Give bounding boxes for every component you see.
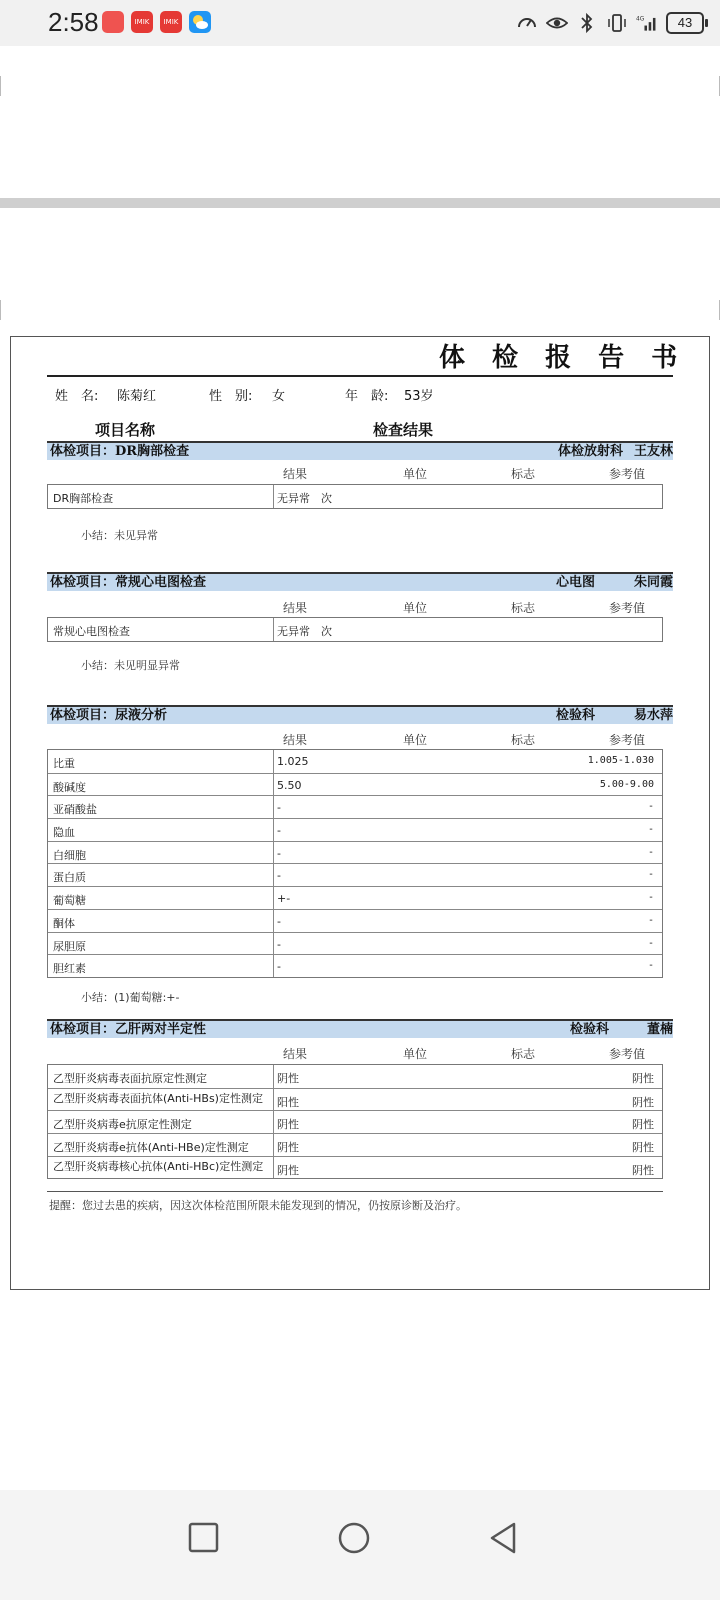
results-table-dr-chest [47,484,663,509]
table-row: 亚硝酸盐 - - [48,795,662,818]
section-title: 体检项目：常规心电图检查 [50,575,207,590]
battery-indicator: 43 [666,12,704,34]
clock: 2:58 [48,7,99,37]
home-button[interactable] [336,1520,372,1556]
section-department: 检验科 [569,1022,609,1037]
medical-report-document [10,336,710,1290]
column-heading-result: 检查结果 [373,421,434,439]
table-row: 比重 1.025 1.005-1.030 [48,750,662,773]
section-summary: 小结：未见异常 [81,529,158,542]
table-row: 乙型肝炎病毒表面抗体(Anti-HBs)定性测定 阳性 阴性 [48,1088,662,1111]
table-row: 乙型肝炎病毒e抗原定性测定 阴性 阴性 [48,1110,662,1133]
section-summary: 小结：未见明显异常 [81,659,180,672]
section-bar-hepatitis-b [47,1019,673,1038]
patient-info [55,385,655,405]
footnote: 提醒：您过去患的疾病，因这次体检范围所限未能发现到的情况，仍按原诊断及治疗。 [49,1199,467,1212]
section-doctor: 朱同霞 [633,575,673,590]
table-row: 乙型肝炎病毒表面抗原定性测定 阴性 阴性 [48,1065,662,1088]
report-title: 体 检 报 告 书 [439,343,687,373]
section-department: 体检放射科 [557,444,623,459]
triangle-back-icon [486,1520,522,1556]
column-heading-item: 项目名称 [95,421,156,439]
age-label: 年 龄: [345,389,389,404]
results-table-hepatitis-b [47,1064,663,1179]
table-header: 结果 单位 标志 参考值 [283,467,646,481]
section-department: 检验科 [555,708,595,723]
table-row: 酸碱度 5.50 5.00-9.00 [48,773,662,796]
table-header: 结果 单位 标志 参考值 [283,601,646,615]
footnote-rule [47,1191,663,1192]
table-row: 胆红素 - - [48,954,662,977]
status-bar [0,0,720,46]
previous-page [0,46,720,198]
eye-icon [546,12,568,34]
table-row: 乙型肝炎病毒核心抗体(Anti-HBc)定性测定 阴性 阴性 [48,1156,662,1179]
results-table-ecg [47,617,663,642]
signal-4g-icon [636,12,658,34]
section-title: 体检项目：尿液分析 [50,708,168,723]
square-icon [186,1520,222,1556]
results-table-urinalysis [47,749,663,978]
section-doctor: 王友林 [633,444,673,459]
section-bar-urinalysis [47,705,673,724]
table-row: 尿胆原 - - [48,932,662,955]
shopping-app-notification-icon [102,11,124,33]
table-row: 葡萄糖 +- - [48,886,662,909]
table-header: 结果 单位 标志 参考值 [283,1047,646,1061]
vibrate-icon [606,12,628,34]
table-row: DR胸部检查 无异常 次 [48,485,662,508]
svg-text:4G: 4G [636,16,645,23]
imik-app-notification-icon-2: IMIK [160,11,182,33]
sex-label: 性 别: [209,389,253,404]
table-row: 乙型肝炎病毒e抗体(Anti-HBe)定性测定 阴性 阴性 [48,1133,662,1156]
table-row: 白细胞 - - [48,841,662,864]
table-row: 酮体 - - [48,909,662,932]
table-row: 常规心电图检查 无异常 次 [48,618,662,641]
recent-apps-button[interactable] [186,1520,222,1556]
section-summary: 小结：(1)葡萄糖:+- [81,991,180,1004]
table-row: 隐血 - - [48,818,662,841]
back-button[interactable] [486,1520,522,1556]
navigation-bar [0,1490,720,1600]
patient-age: 53岁 [404,389,434,404]
table-row: 蛋白质 - - [48,863,662,886]
name-label: 姓 名: [55,389,99,404]
section-bar-ecg [47,572,673,591]
title-rule [47,375,673,377]
section-title: 体检项目：乙肝两对半定性 [50,1022,207,1037]
section-bar-dr-chest [47,441,673,460]
bluetooth-icon [576,12,598,34]
section-department: 心电图 [555,575,595,590]
page-separator [0,198,720,208]
section-title: 体检项目：DR胸部检查 [50,444,190,459]
section-doctor: 易水萍 [633,708,673,723]
patient-sex: 女 [272,389,286,404]
circle-icon [336,1520,372,1556]
table-header: 结果 单位 标志 参考值 [283,733,646,747]
patient-name: 陈菊红 [117,389,157,404]
speed-icon [516,12,538,34]
section-doctor: 董楠 [646,1022,673,1037]
imik-app-notification-icon: IMIK [131,11,153,33]
weather-notification-icon [189,11,211,33]
